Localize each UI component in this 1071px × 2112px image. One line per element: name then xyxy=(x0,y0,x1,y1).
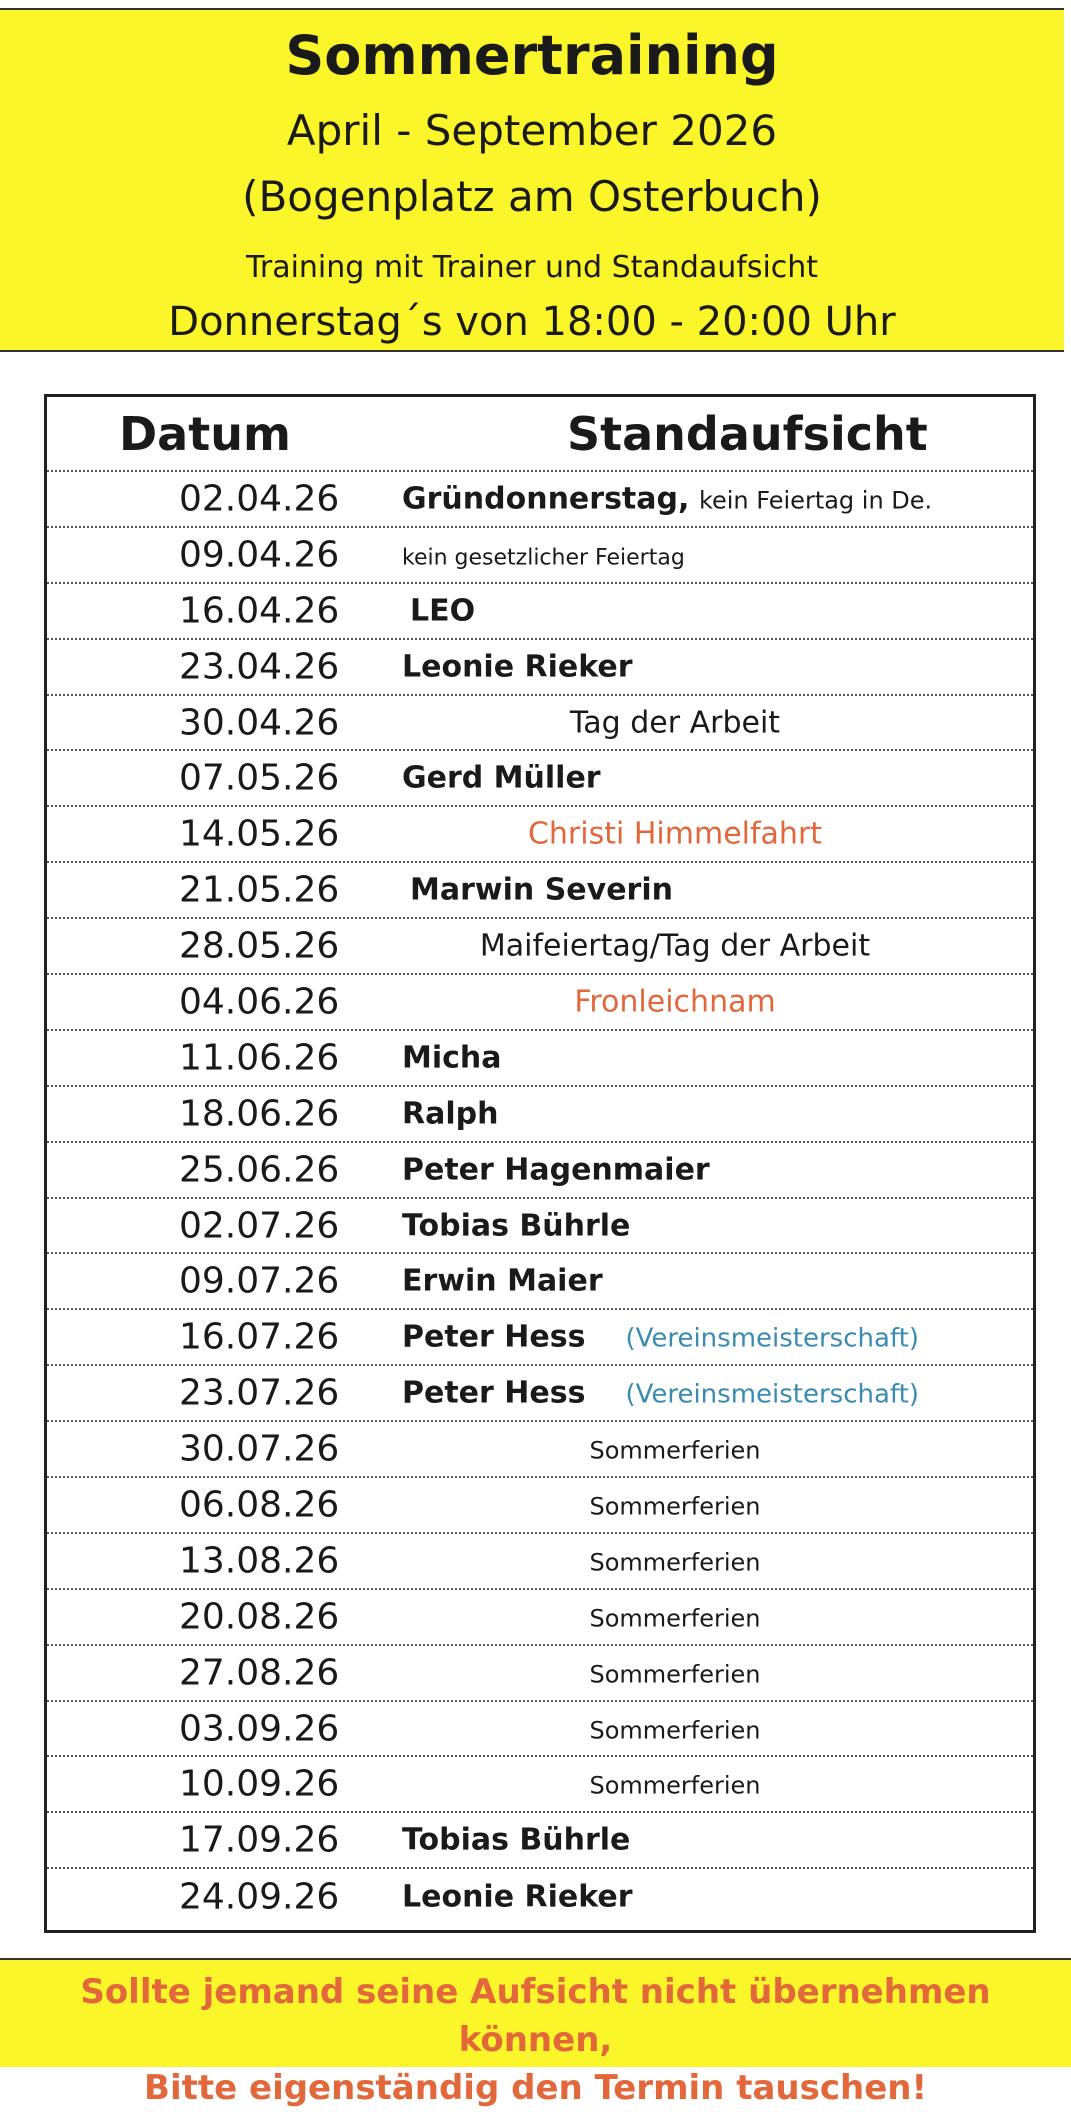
table-row xyxy=(47,1310,1033,1366)
row-date: 09.07.26 xyxy=(179,1260,340,1302)
row-date: 11.06.26 xyxy=(179,1037,340,1079)
header-banner xyxy=(0,8,1064,352)
supervisor-name: Micha xyxy=(402,1040,502,1076)
row-supervision xyxy=(402,1880,1023,1915)
training-info: Training mit Trainer und Standaufsicht xyxy=(245,250,819,285)
supervisor-name: Marwin Severin xyxy=(410,872,673,908)
row-supervision xyxy=(327,984,1023,1019)
row-supervision xyxy=(402,1823,1023,1858)
row-supervision xyxy=(327,705,1023,740)
row-supervision xyxy=(402,1040,1023,1075)
row-date: 21.05.26 xyxy=(179,869,340,911)
supervisor-name: Peter Hess xyxy=(402,1375,586,1411)
row-date: 03.09.26 xyxy=(179,1708,340,1750)
row-date: 30.04.26 xyxy=(179,702,340,743)
supervisor-name: Tobias Bührle xyxy=(402,1208,631,1244)
vacation-label: Sommerferien xyxy=(589,1604,761,1633)
table-row xyxy=(47,919,1033,975)
row-supervision xyxy=(402,761,1023,796)
supervisor-name: Peter Hagenmaier xyxy=(402,1152,710,1188)
row-supervision xyxy=(402,1320,1023,1355)
table-row xyxy=(47,1031,1033,1087)
supervisor-name: Tobias Bührle xyxy=(402,1822,631,1858)
table-body xyxy=(47,472,1033,1925)
table-header xyxy=(47,397,1033,472)
row-supervision xyxy=(327,1655,1023,1690)
supervisor-name: LEO xyxy=(410,593,476,629)
row-note: kein gesetzlicher Feiertag xyxy=(402,545,685,571)
season-period: April - September 2026 xyxy=(286,106,778,155)
vacation-label: Sommerferien xyxy=(589,1771,761,1800)
row-date: 23.04.26 xyxy=(179,646,340,688)
supervisor-name: Peter Hess xyxy=(402,1319,586,1355)
row-date: 28.05.26 xyxy=(179,925,340,967)
footer-line-2: Bitte eigenständig den Termin tauschen! xyxy=(144,2068,927,2108)
row-date: 10.09.26 xyxy=(179,1763,340,1805)
vacation-label: Sommerferien xyxy=(589,1716,761,1745)
table-row xyxy=(47,1366,1033,1422)
table-row xyxy=(47,1478,1033,1534)
row-date: 07.05.26 xyxy=(179,757,340,799)
event-label: (Vereinsmeisterschaft) xyxy=(625,1379,919,1410)
column-header-supervision: Standaufsicht xyxy=(567,407,928,461)
footer-line-1: Sollte jemand seine Aufsicht nicht übernehmen können, xyxy=(80,1972,991,2060)
row-date: 30.07.26 xyxy=(179,1428,340,1470)
row-date: 27.08.26 xyxy=(179,1652,340,1694)
row-supervision xyxy=(327,929,1023,964)
row-note: Tag der Arbeit xyxy=(569,705,781,740)
table-row xyxy=(47,1199,1033,1255)
table-row xyxy=(47,1590,1033,1646)
row-supervision xyxy=(402,481,1023,516)
table-row xyxy=(47,975,1033,1031)
table-row xyxy=(47,863,1033,919)
table-row xyxy=(47,584,1033,640)
row-date: 14.05.26 xyxy=(179,813,340,855)
row-date: 02.04.26 xyxy=(179,478,340,520)
holiday-label: Christi Himmelfahrt xyxy=(527,816,823,852)
table-row xyxy=(47,472,1033,528)
row-supervision xyxy=(327,817,1023,852)
table-row xyxy=(47,1646,1033,1702)
table-row xyxy=(47,1757,1033,1813)
supervisor-name: Gerd Müller xyxy=(402,760,601,796)
row-supervision xyxy=(410,873,1023,908)
row-supervision xyxy=(327,1711,1023,1746)
table-row xyxy=(47,1087,1033,1143)
row-date: 09.04.26 xyxy=(179,534,340,576)
row-supervision xyxy=(402,1096,1023,1131)
row-supervision xyxy=(402,1152,1023,1187)
holiday-label: Fronleichnam xyxy=(574,984,776,1020)
row-supervision xyxy=(327,1767,1023,1802)
row-date: 13.08.26 xyxy=(179,1540,340,1582)
row-date: 02.07.26 xyxy=(179,1205,340,1247)
row-date: 16.07.26 xyxy=(179,1316,340,1358)
row-date: 20.08.26 xyxy=(179,1596,340,1638)
supervisor-name: Erwin Maier xyxy=(402,1263,603,1299)
supervisor-name: Leonie Rieker xyxy=(402,649,633,685)
supervisor-name: Ralph xyxy=(402,1096,499,1132)
row-supervision xyxy=(327,1543,1023,1578)
table-row xyxy=(47,1534,1033,1590)
row-date: 17.09.26 xyxy=(179,1819,340,1861)
row-note: Maifeiertag/Tag der Arbeit xyxy=(479,928,871,964)
event-label: (Vereinsmeisterschaft) xyxy=(625,1323,919,1354)
column-header-date: Datum xyxy=(119,407,291,461)
row-supervision xyxy=(410,593,1023,628)
page-title: Sommertraining xyxy=(285,24,779,87)
row-date: 04.06.26 xyxy=(179,981,340,1023)
training-location: (Bogenplatz am Osterbuch) xyxy=(242,172,822,221)
table-row xyxy=(47,807,1033,863)
table-row xyxy=(47,696,1033,752)
schedule-table xyxy=(44,394,1036,1933)
row-date: 16.04.26 xyxy=(179,590,340,632)
row-date: 25.06.26 xyxy=(179,1149,340,1191)
table-row xyxy=(47,1254,1033,1310)
table-row xyxy=(47,1813,1033,1869)
row-supervision xyxy=(327,1599,1023,1634)
table-row xyxy=(47,1869,1033,1925)
row-date: 06.08.26 xyxy=(179,1484,340,1526)
vacation-label: Sommerferien xyxy=(589,1436,761,1465)
row-supervision xyxy=(402,537,1023,572)
row-note: kein Feiertag in De. xyxy=(698,486,933,515)
table-row xyxy=(47,640,1033,696)
row-supervision xyxy=(402,1208,1023,1243)
vacation-label: Sommerferien xyxy=(589,1660,761,1689)
row-supervision xyxy=(402,1264,1023,1299)
vacation-label: Sommerferien xyxy=(589,1548,761,1577)
row-date: 18.06.26 xyxy=(179,1093,340,1135)
row-supervision xyxy=(327,1487,1023,1522)
row-date: 23.07.26 xyxy=(179,1372,340,1414)
row-supervision xyxy=(327,1432,1023,1467)
table-row xyxy=(47,1422,1033,1478)
vacation-label: Sommerferien xyxy=(589,1492,761,1521)
table-row xyxy=(47,1143,1033,1199)
supervisor-name: Leonie Rieker xyxy=(402,1879,633,1915)
training-times: Donnerstag´s von 18:00 - 20:00 Uhr xyxy=(168,299,896,345)
table-row xyxy=(47,1702,1033,1758)
table-row xyxy=(47,528,1033,584)
table-row xyxy=(47,751,1033,807)
row-supervision xyxy=(402,1376,1023,1411)
row-supervision xyxy=(402,649,1023,684)
footer-notice xyxy=(0,1958,1071,2108)
supervisor-name: Gründonnerstag, xyxy=(402,481,690,517)
row-date: 24.09.26 xyxy=(179,1876,340,1918)
